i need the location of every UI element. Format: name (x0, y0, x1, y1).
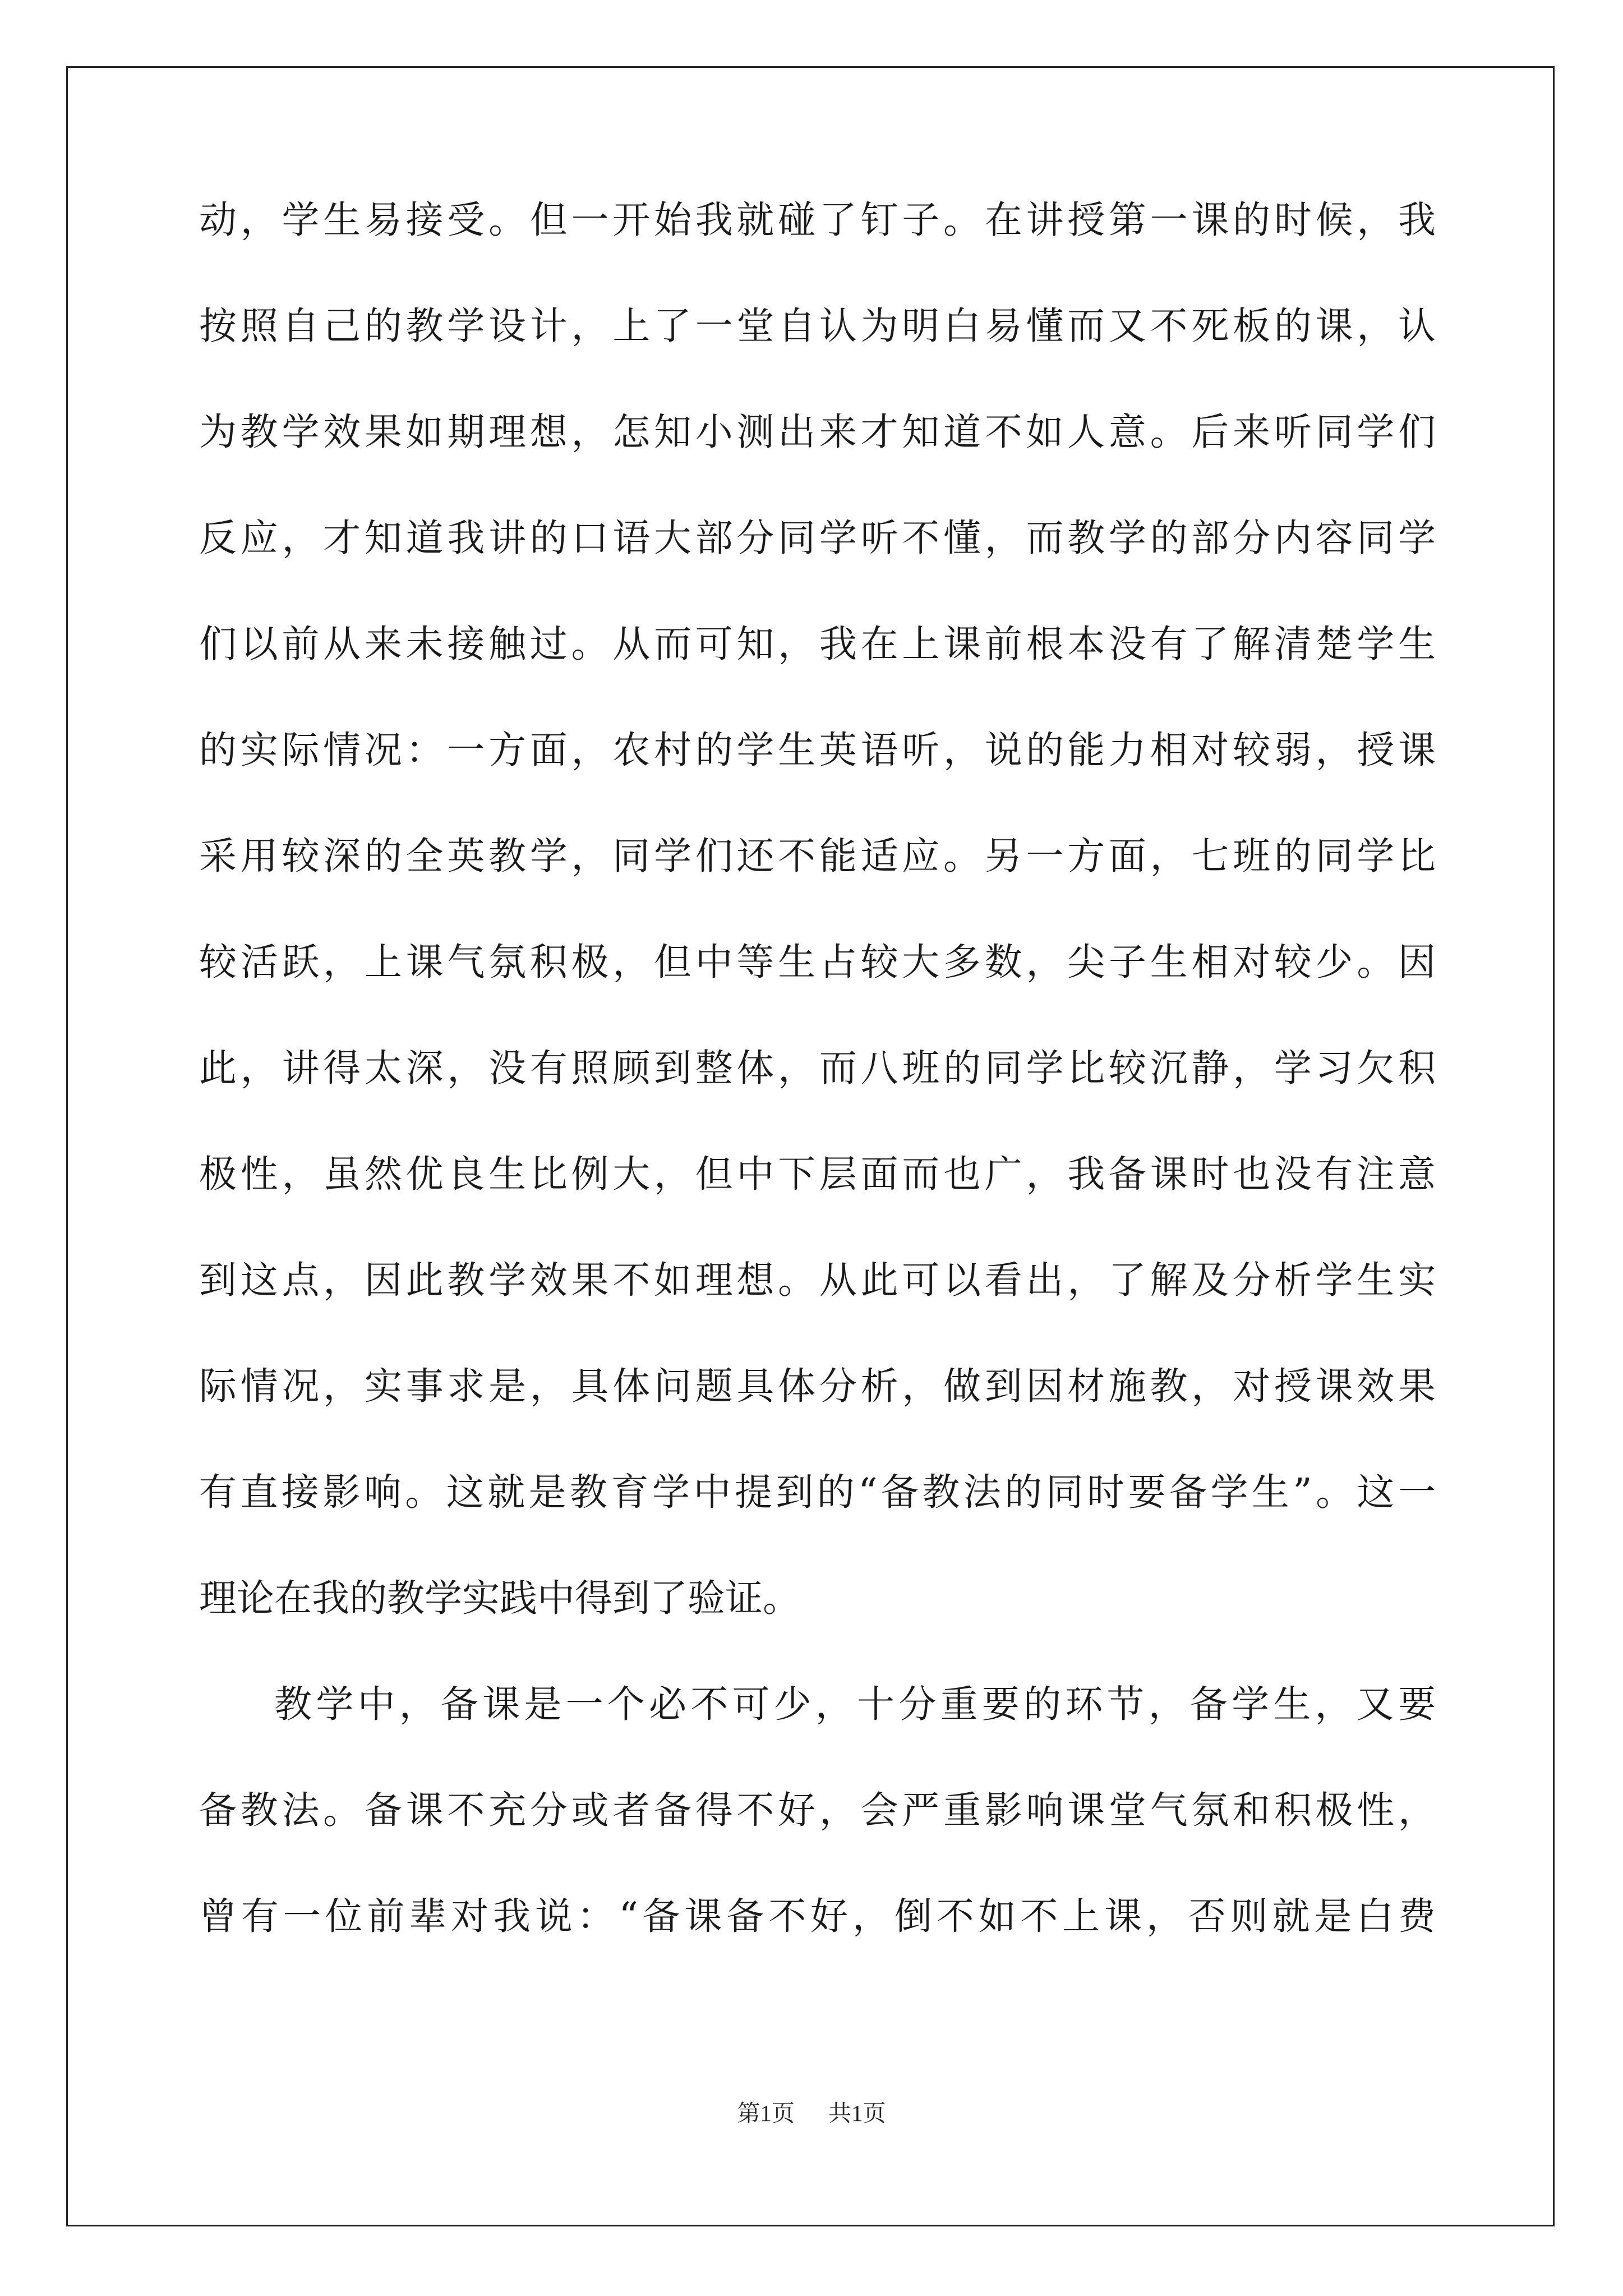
text-line-3: 为教学效果如期理想，怎知小测出来才知道不如人意。后来听同学们 (199, 410, 1436, 454)
page-footer (0, 2099, 1623, 2127)
text-line-7: 采用较深的全英教学，同学们还不能适应。另一方面，七班的同学比 (199, 834, 1436, 878)
body-text (199, 194, 1436, 1996)
page-total: 共1页 (828, 2100, 886, 2126)
text-line-12: 际情况，实事求是，具体问题具体分析，做到因材施教，对授课效果 (199, 1364, 1436, 1408)
text-line-8: 较活跃，上课气氛积极，但中等生占较大多数，尖子生相对较少。因 (199, 940, 1436, 984)
text-line-9: 此，讲得太深，没有照顾到整体，而八班的同学比较沉静，学习欠积 (199, 1046, 1436, 1090)
text-line-5: 们以前从来未接触过。从而可知，我在上课前根本没有了解清楚学生 (199, 622, 1436, 666)
text-line-1: 动，学生易接受。但一开始我就碰了钉子。在讲授第一课的时候，我 (199, 198, 1436, 242)
page-number: 第1页 (737, 2100, 795, 2126)
text-line-6: 的实际情况：一方面，农村的学生英语听，说的能力相对较弱，授课 (199, 728, 1436, 772)
text-line-10: 极性，虽然优良生比例大，但中下层面而也广，我备课时也没有注意 (199, 1152, 1436, 1196)
text-line-13: 有直接影响。这就是教育学中提到的“备教法的同时要备学生”。这一 (199, 1470, 1436, 1514)
text-line-11: 到这点，因此教学效果不如理想。从此可以看出，了解及分析学生实 (199, 1258, 1436, 1302)
text-line-15: 教学中，备课是一个必不可少，十分重要的环节，备学生，又要 (274, 1682, 1436, 1726)
text-line-4: 反应，才知道我讲的口语大部分同学听不懂，而教学的部分内容同学 (199, 516, 1436, 560)
text-line-14: 理论在我的教学实践中得到了验证。 (199, 1576, 800, 1620)
text-line-17: 曾有一位前辈对我说：“备课备不好，倒不如不上课，否则就是白费 (199, 1894, 1436, 1938)
text-line-16: 备教法。备课不充分或者备得不好，会严重影响课堂气氛和积极性， (199, 1788, 1436, 1832)
text-line-2: 按照自己的教学设计，上了一堂自认为明白易懂而又不死板的课，认 (199, 304, 1436, 348)
